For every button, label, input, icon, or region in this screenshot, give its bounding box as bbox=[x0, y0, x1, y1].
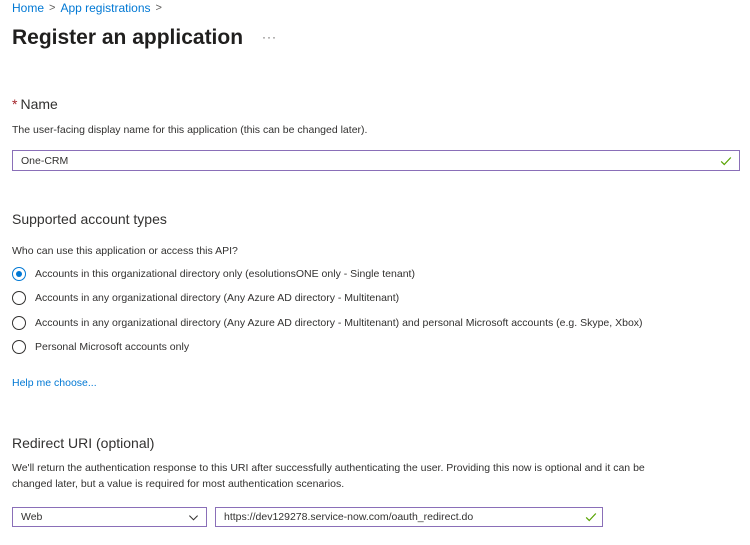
chevron-down-icon bbox=[188, 512, 199, 523]
platform-select[interactable] bbox=[12, 507, 207, 527]
radio-button[interactable] bbox=[12, 316, 26, 330]
account-types-title: Supported account types bbox=[12, 211, 167, 227]
radio-personal-only[interactable] bbox=[12, 340, 189, 354]
redirect-uri-title: Redirect URI (optional) bbox=[12, 435, 155, 451]
breadcrumb-home[interactable]: Home bbox=[12, 1, 45, 15]
name-input[interactable] bbox=[12, 150, 740, 171]
help-me-choose-link[interactable]: Help me choose... bbox=[12, 377, 97, 389]
required-marker: * bbox=[12, 96, 18, 112]
radio-button[interactable] bbox=[12, 340, 26, 354]
redirect-uri-input[interactable] bbox=[215, 507, 603, 527]
breadcrumb-app-registrations[interactable]: App registrations bbox=[60, 1, 151, 15]
breadcrumb bbox=[12, 1, 167, 15]
radio-single-tenant[interactable] bbox=[12, 267, 415, 281]
checkmark-icon bbox=[719, 154, 733, 168]
radio-button[interactable] bbox=[12, 291, 26, 305]
redirect-description-line1: We'll return the authentication response to this URI after successfully authenticating the user. Providing this now is optional and it can be bbox=[12, 462, 645, 474]
name-section-title bbox=[12, 96, 58, 112]
radio-label: Personal Microsoft accounts only bbox=[35, 341, 190, 353]
page-title: Register an application bbox=[12, 26, 244, 49]
radio-button[interactable] bbox=[12, 267, 26, 281]
breadcrumb-separator: > bbox=[155, 2, 162, 14]
name-label: Name bbox=[20, 96, 58, 112]
more-icon[interactable]: ··· bbox=[262, 30, 277, 44]
breadcrumb-separator: > bbox=[49, 2, 56, 14]
radio-multitenant-personal[interactable] bbox=[12, 316, 643, 330]
checkmark-icon bbox=[584, 510, 598, 524]
redirect-description-line2: changed later, but a value is required for most authentication scenarios. bbox=[12, 478, 345, 490]
name-description: The user-facing display name for this application (this can be changed later). bbox=[12, 124, 368, 136]
platform-select-value: Web bbox=[21, 511, 43, 523]
radio-label: Accounts in this organizational directory only (esolutionsONE only - Single tenant) bbox=[35, 268, 415, 280]
radio-label: Accounts in any organizational directory (Any Azure AD directory - Multitenant) and personal Microsoft accounts (e.g. Skype, Xbox) bbox=[35, 317, 643, 329]
radio-label: Accounts in any organizational directory (Any Azure AD directory - Multitenant) bbox=[35, 292, 400, 304]
account-types-question: Who can use this application or access this API? bbox=[12, 245, 238, 257]
radio-multitenant[interactable] bbox=[12, 291, 399, 305]
